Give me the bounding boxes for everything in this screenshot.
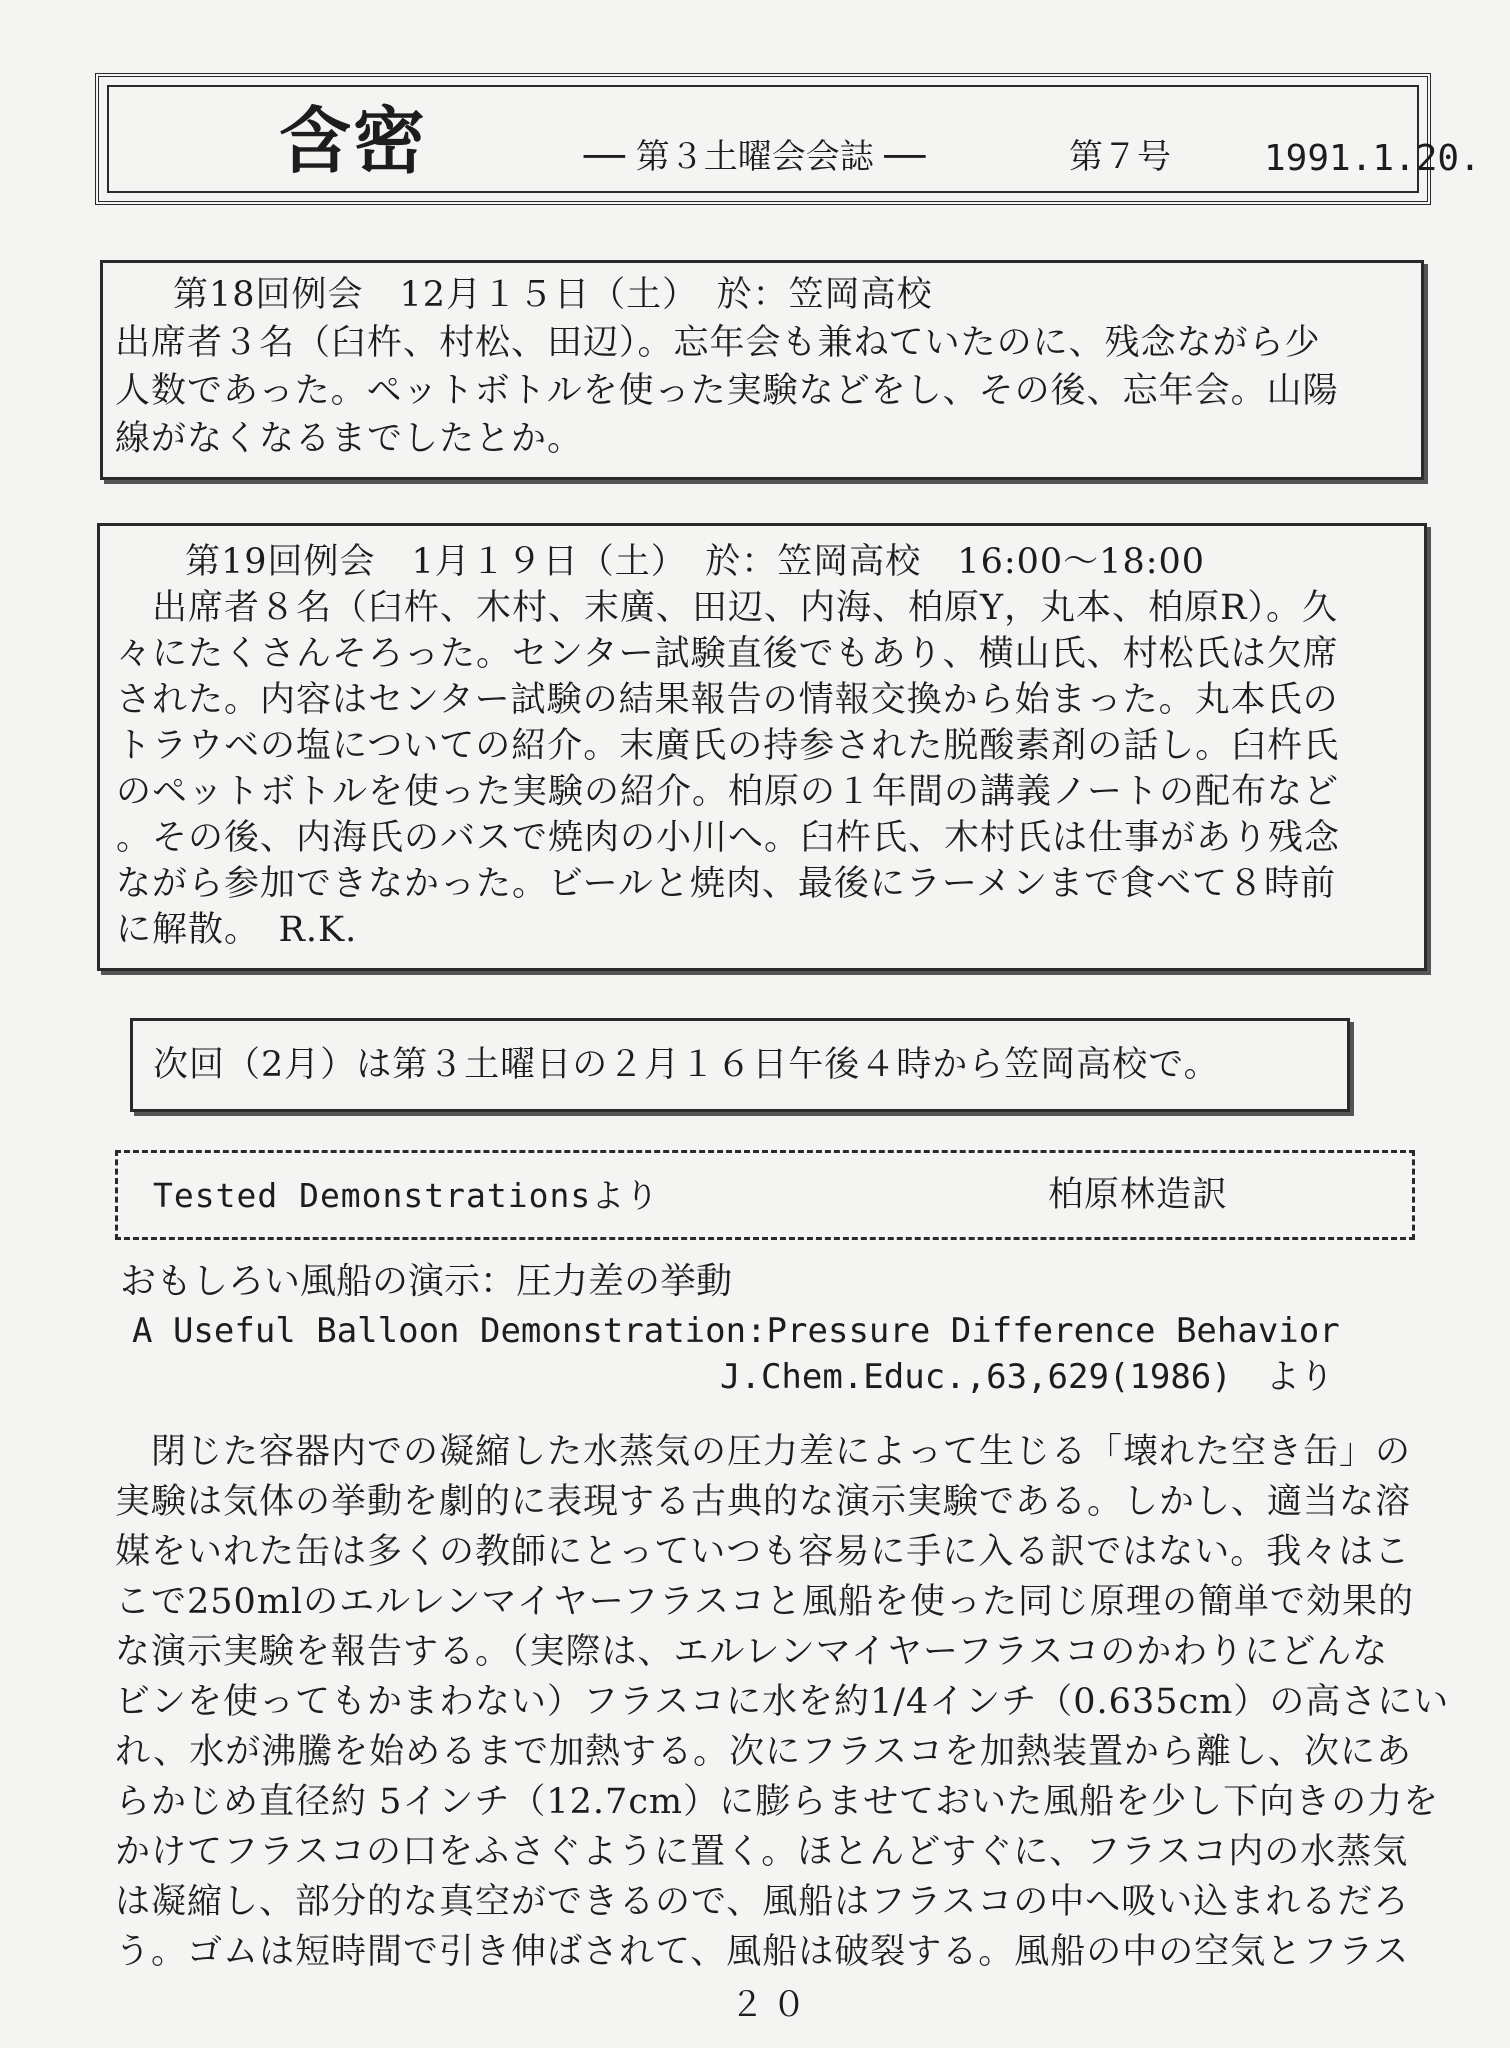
next-meeting-text: 次回（2月）は第３土曜日の２月１６日午後４時から笠岡高校で。	[153, 1045, 1220, 1085]
tested-demonstrations-box	[115, 1150, 1415, 1240]
meeting-19-line: ながら参加できなかった。ビールと焼肉、最後にラーメンまで食べて８時前	[116, 864, 1337, 904]
meeting-19-line: 出席者８名（臼杵、木村、末廣、田辺、内海、柏原Y，丸本、柏原R）。久	[116, 588, 1338, 628]
newsletter-subtitle: ── 第３土曜会会誌 ──	[584, 137, 926, 177]
meeting-19-line: 々にたくさんそろった。センター試験直後でもあり、横山氏、村松氏は欠席	[116, 634, 1339, 674]
article-body-line: かけてフラスコの口をふさぐように置く。ほとんどすぐに、フラスコ内の水蒸気	[115, 1832, 1409, 1872]
next-meeting-box	[130, 1018, 1350, 1112]
issue-date: 1991.1.20.	[1264, 138, 1481, 179]
meeting-18-line: 出席者３名（臼杵、村松、田辺）。忘年会も兼ねていたのに、残念ながら少	[115, 323, 1321, 363]
article-body-line: こで250mlのエルレンマイヤーフラスコと風船を使った同じ原理の簡単で効果的	[115, 1582, 1414, 1622]
page-number: ２０	[730, 1985, 814, 2025]
translator-label: 柏原林造訳	[1048, 1175, 1229, 1215]
article-title-en: A Useful Balloon Demonstration:Pressure Difference Behavior	[132, 1311, 1340, 1351]
article-body-line: 閉じた容器内での凝縮した水蒸気の圧力差によって生じる「壊れた空き缶」の	[115, 1432, 1412, 1472]
meeting-19-line: された。内容はセンター試験の結果報告の情報交換から始まった。丸本氏の	[116, 680, 1339, 720]
meeting-19-box	[97, 523, 1427, 971]
meeting-19-line: のペットボトルを使った実験の紹介。柏原の１年間の講義ノートの配布など	[116, 772, 1339, 812]
meeting-18-box	[100, 260, 1424, 480]
meeting-18-heading: 第18回例会 12月１５日（土） 於：笠岡高校	[173, 275, 933, 315]
meeting-19-line: 。その後、内海氏のバスで焼肉の小川へ。臼杵氏、木村氏は仕事があり残念	[116, 818, 1341, 858]
article-title-ja: おもしろい風船の演示：圧力差の挙動	[120, 1261, 733, 1302]
newsletter-logo: 含密	[279, 98, 428, 183]
article-body-line: らかじめ直径約 5インチ（12.7cm）に膨らませておいた風船を少し下向きの力を	[115, 1782, 1440, 1822]
article-citation: J.Chem.Educ.,63,629(1986) より	[720, 1357, 1334, 1397]
meeting-19-line: に解散。 R.K.	[116, 910, 358, 950]
source-label: Tested Demonstrationsより	[153, 1176, 660, 1215]
meeting-18-line: 人数であった。ペットボトルを使った実験などをし、その後、忘年会。山陽	[115, 371, 1339, 411]
article-body-line: 実験は気体の挙動を劇的に表現する古典的な演示実験である。しかし、適当な溶	[115, 1482, 1412, 1522]
article-body-line: ビンを使ってもかまわない）フラスコに水を約1/4インチ（0.635cm）の高さにい	[115, 1682, 1450, 1722]
meeting-19-heading: 第19回例会 1月１９日（土） 於：笠岡高校 16:00〜18:00	[185, 542, 1206, 582]
meeting-19-line: トラウベの塩についての紹介。末廣氏の持参された脱酸素剤の話し。臼杵氏	[116, 726, 1340, 766]
issue-number: 第７号	[1069, 137, 1171, 177]
article-body-line: う。ゴムは短時間で引き伸ばされて、風船は破裂する。風船の中の空気とフラス	[115, 1932, 1410, 1972]
masthead	[95, 73, 1481, 205]
meeting-18-line: 線がなくなるまでしたとか。	[115, 419, 584, 459]
article-body-line: 媒をいれた缶は多くの教師にとっていつも容易に手に入る訳ではない。我々はこ	[115, 1532, 1411, 1572]
article-body-line: は凝縮し、部分的な真空ができるので、風船はフラスコの中へ吸い込まれるだろ	[115, 1882, 1410, 1922]
article-body-line: れ、水が沸騰を始めるまで加熱する。次にフラスコを加熱装置から離し、次にあ	[115, 1732, 1413, 1772]
article-body-line: な演示実験を報告する。（実際は、エルレンマイヤーフラスコのかわりにどんな	[115, 1632, 1389, 1672]
